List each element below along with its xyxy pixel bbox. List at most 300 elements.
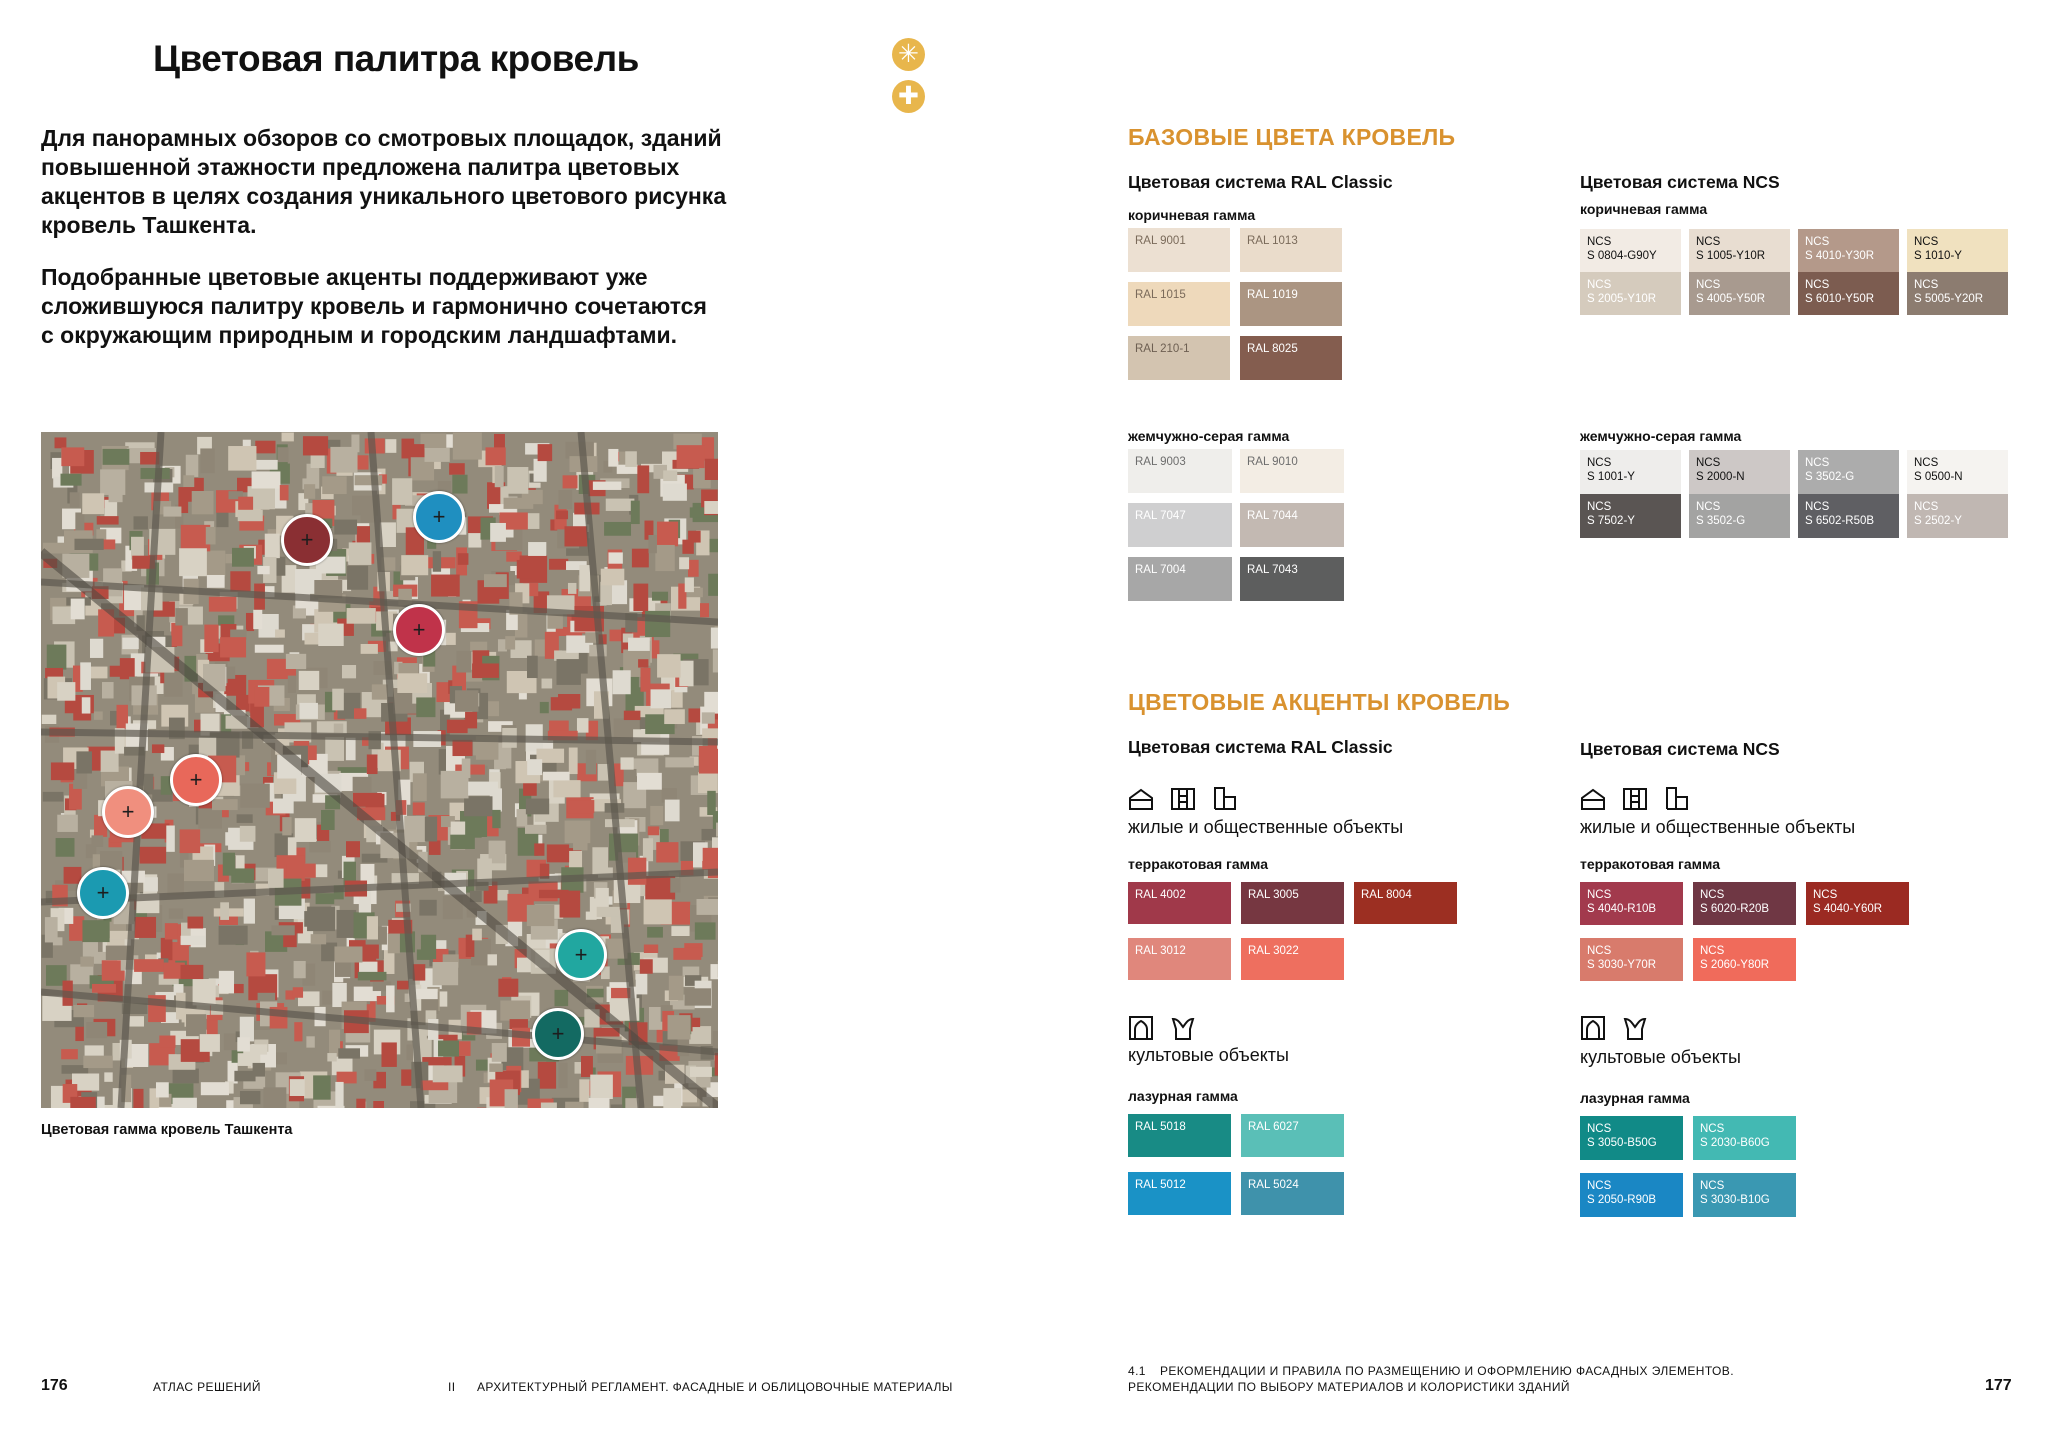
rooftop (97, 516, 119, 524)
rooftop (254, 687, 269, 707)
rooftop (92, 984, 116, 993)
rooftop (447, 720, 468, 733)
rooftop (356, 526, 370, 543)
rooftop (527, 759, 542, 775)
ncs-azure-swatch: NCS S 3030-B10G (1693, 1173, 1796, 1217)
rooftop (135, 917, 156, 938)
rooftop (462, 759, 471, 778)
rooftop (611, 1104, 623, 1108)
rooftop (699, 746, 718, 774)
rooftop (708, 574, 718, 596)
rooftop (569, 748, 578, 775)
rooftop (597, 907, 620, 917)
rooftop (419, 900, 436, 916)
rooftop (568, 583, 576, 594)
rooftop (590, 1075, 613, 1099)
ral-brown-swatch: RAL 1019 (1240, 282, 1342, 326)
rooftop (668, 1015, 691, 1039)
rooftop (640, 668, 650, 692)
rooftop (598, 764, 609, 781)
ncs-terracotta-swatch: NCS S 4040-R10B (1580, 882, 1683, 925)
rooftop (433, 551, 441, 572)
rooftop (354, 708, 366, 719)
rooftop (486, 447, 506, 465)
rooftop (690, 1067, 712, 1077)
rooftop (282, 817, 291, 835)
chapter-title: АРХИТЕКТУРНЫЙ РЕГЛАМЕНТ. ФАСАДНЫЕ И ОБЛИЦОВОЧНЫЕ МАТЕРИАЛЫ (477, 1380, 953, 1394)
rooftop (715, 1053, 718, 1076)
ncs-grey-bottom-swatch: NCS S 3502-G (1689, 494, 1790, 538)
rooftop (547, 844, 569, 862)
rooftop (628, 638, 650, 651)
rooftop (322, 476, 346, 494)
ral-grey-swatch: RAL 7043 (1240, 557, 1344, 601)
rooftop (492, 1043, 507, 1062)
rooftop (538, 1062, 556, 1089)
rooftop (61, 1049, 78, 1059)
tower-icon (1212, 785, 1238, 811)
ncs-brown-top-swatch: NCS S 1010-Y (1907, 229, 2008, 272)
ral-brown-swatch: RAL 9001 (1128, 228, 1230, 272)
base-colors-heading: БАЗОВЫЕ ЦВЕТА КРОВЕЛЬ (1128, 124, 1456, 150)
rooftop (219, 971, 234, 994)
rooftop (656, 842, 678, 862)
rooftop (624, 711, 641, 720)
ncs-grey-bottom-swatch: NCS S 7502-Y (1580, 494, 1681, 538)
rooftop (240, 1091, 260, 1104)
rooftop (450, 835, 475, 849)
rooftop (294, 1022, 302, 1041)
rooftop (330, 447, 357, 473)
rooftop (655, 545, 674, 571)
ncs-grey-bottom-swatch: NCS S 2502-Y (1907, 494, 2008, 538)
rooftop (490, 523, 506, 542)
rooftop (187, 917, 203, 929)
rooftop (413, 802, 425, 815)
rooftop (525, 825, 547, 834)
ral-azure-swatch: RAL 5018 (1128, 1114, 1231, 1157)
rooftop (102, 682, 114, 698)
rooftop (219, 926, 248, 945)
rooftop (82, 493, 104, 514)
rooftop (90, 639, 103, 658)
ncs-brown-top-swatch: NCS S 0804-G90Y (1580, 229, 1681, 272)
rooftop (70, 1097, 95, 1108)
rooftop (453, 432, 482, 459)
rooftop (338, 1048, 360, 1058)
rooftop (244, 899, 255, 924)
left-page-number: 176 (41, 1377, 68, 1394)
rooftop (581, 1056, 593, 1077)
rooftop (416, 989, 438, 999)
rooftop (164, 671, 182, 697)
rooftop (287, 864, 316, 878)
rooftop (192, 491, 214, 514)
accent-ncs-azure-label: лазурная гамма (1580, 1090, 1690, 1106)
rooftop (186, 455, 199, 477)
rooftop (144, 774, 154, 795)
rooftop (273, 799, 294, 814)
rooftop (593, 482, 621, 490)
rooftop (425, 448, 450, 462)
rooftop (613, 670, 631, 694)
apartment-icon (1170, 785, 1196, 811)
base-ncs-brown-label: коричневая гамма (1580, 201, 1708, 217)
color-marker: + (555, 929, 607, 981)
rooftop (397, 673, 427, 693)
ral-brown-swatch: RAL 1015 (1128, 282, 1230, 326)
ncs-grey-top-swatch: NCS S 0500-N (1907, 450, 2008, 494)
ral-grey-swatch: RAL 7047 (1128, 503, 1232, 547)
rooftop (542, 679, 553, 689)
rooftop (212, 799, 238, 810)
rooftop (711, 628, 718, 649)
rooftop (526, 799, 549, 815)
rooftop (103, 449, 130, 465)
rooftop (567, 800, 594, 813)
rooftop (452, 475, 467, 494)
rooftop (253, 1063, 265, 1077)
house-icon (1580, 785, 1606, 811)
rooftop (335, 962, 351, 976)
rooftop (277, 447, 288, 462)
rooftop (504, 498, 534, 509)
rooftop (413, 773, 427, 801)
rooftop (559, 490, 573, 509)
rooftop (42, 715, 57, 724)
rooftop (334, 946, 362, 962)
rooftop (606, 499, 635, 511)
base-ral-title: Цветовая система RAL Classic (1128, 172, 1393, 192)
rooftop (663, 1088, 681, 1108)
rooftop (173, 1069, 199, 1084)
accent-colors-heading: ЦВЕТОВЫЕ АКЦЕНТЫ КРОВЕЛЬ (1128, 689, 1511, 715)
rooftop (388, 933, 400, 953)
rooftop (696, 899, 718, 915)
rooftop (181, 936, 206, 945)
rooftop (237, 814, 253, 823)
rooftop (505, 1089, 518, 1108)
rooftop (556, 510, 568, 519)
rooftop (367, 754, 378, 774)
rooftop (198, 808, 222, 828)
rooftop (472, 929, 482, 941)
rooftop (498, 979, 518, 997)
rooftop (163, 507, 181, 517)
rooftop (702, 712, 715, 723)
rooftop (134, 516, 148, 529)
rooftop (698, 772, 718, 793)
ral-azure-swatch: RAL 5024 (1241, 1172, 1344, 1215)
rooftop (159, 1036, 175, 1048)
ncs-brown-top-swatch: NCS S 4010-Y30R (1798, 229, 1899, 272)
rooftop (669, 976, 684, 1001)
rooftop (492, 810, 500, 828)
rooftop (563, 475, 578, 488)
rooftop (577, 718, 589, 733)
rooftop (201, 1082, 229, 1095)
rooftop (367, 916, 378, 939)
rooftop (86, 1022, 107, 1038)
rooftop (246, 613, 254, 631)
rooftop (704, 501, 718, 514)
rooftop (321, 810, 335, 830)
rooftop (682, 540, 693, 554)
accent-ral-terracotta-label: терракотовая гамма (1128, 856, 1268, 872)
rooftop (263, 1087, 286, 1108)
rooftop (304, 484, 315, 499)
ral-grey-swatch: RAL 7004 (1128, 557, 1232, 601)
rooftop (257, 566, 269, 574)
rooftop (372, 684, 388, 699)
rooftop (75, 1027, 84, 1041)
rooftop (356, 1099, 365, 1108)
rooftop (449, 463, 465, 475)
ral-terracotta-swatch: RAL 4002 (1128, 882, 1231, 924)
accent-ncs-cult-label: культовые объекты (1580, 1047, 1741, 1067)
house-icon (1128, 785, 1154, 811)
rooftop (636, 974, 648, 994)
rooftop (169, 908, 183, 918)
ncs-grey-top-swatch: NCS S 2000-N (1689, 450, 1790, 494)
rooftop (349, 542, 372, 565)
rooftop (337, 910, 357, 938)
rooftop (238, 510, 263, 521)
rooftop (416, 697, 435, 717)
rooftop (167, 874, 183, 896)
rooftop (337, 1072, 357, 1084)
rooftop (255, 645, 284, 653)
ncs-terracotta-swatch: NCS S 2060-Y80R (1693, 938, 1796, 981)
rooftop (373, 1101, 384, 1108)
rooftop (517, 809, 528, 827)
ral-grey-swatch: RAL 9010 (1240, 449, 1344, 493)
rooftop (166, 825, 175, 851)
rooftop (288, 676, 296, 693)
rooftop (92, 835, 104, 847)
rooftop (60, 474, 81, 486)
rooftop (316, 893, 335, 904)
rooftop (685, 577, 694, 592)
rooftop (144, 877, 158, 891)
rooftop (386, 985, 395, 1012)
rooftop (647, 927, 663, 938)
rooftop (713, 649, 718, 672)
rooftop (47, 645, 67, 670)
rooftop (710, 964, 718, 979)
rooftop (663, 470, 677, 481)
palette-paragraph: Подобранные цветовые акценты поддерживают уже сложившуюся палитру кровель и гармонично сочетаются с окружающим природным и городским ландшафтами. (41, 264, 707, 348)
rooftop (500, 1000, 530, 1020)
rooftop (220, 637, 246, 657)
rooftop (76, 751, 92, 773)
color-marker: + (281, 514, 333, 566)
color-marker: + (413, 491, 465, 543)
rooftop (180, 829, 201, 853)
ncs-azure-swatch: NCS S 2050-R90B (1580, 1173, 1683, 1217)
rooftop (608, 449, 618, 467)
rooftop (209, 597, 237, 612)
rooftop (473, 741, 484, 756)
rooftop (342, 665, 356, 678)
ncs-brown-bottom-swatch: NCS S 5005-Y20R (1907, 272, 2008, 315)
rooftop (505, 636, 515, 649)
rooftop (240, 784, 269, 808)
rooftop (358, 972, 387, 981)
rooftop (83, 1056, 112, 1068)
rooftop (134, 959, 164, 972)
rooftop (648, 826, 659, 835)
rooftop (318, 624, 343, 646)
rooftop (171, 623, 182, 646)
rooftop (246, 952, 265, 976)
ncs-brown-bottom-swatch: NCS S 4005-Y50R (1689, 272, 1790, 315)
rooftop (204, 625, 218, 653)
rooftop (700, 603, 709, 617)
rooftop (553, 780, 580, 797)
rooftop (364, 1069, 376, 1081)
rooftop (252, 471, 281, 488)
rooftop (543, 772, 570, 781)
rooftop (80, 662, 91, 690)
color-marker: + (170, 754, 222, 806)
rooftop (220, 902, 229, 920)
rooftop (334, 724, 343, 734)
ral-terracotta-swatch: RAL 3005 (1241, 882, 1344, 924)
ral-brown-swatch: RAL 1013 (1240, 228, 1342, 272)
rooftop (253, 610, 262, 629)
rooftop (472, 663, 499, 677)
rooftop (551, 697, 572, 710)
rooftop (309, 841, 330, 852)
rooftop (206, 527, 216, 545)
rooftop (230, 571, 250, 591)
rooftop (392, 478, 412, 505)
rooftop (294, 961, 306, 978)
rooftop (347, 566, 368, 590)
ral-brown-swatch: RAL 8025 (1240, 336, 1342, 380)
rooftop (651, 689, 672, 708)
rooftop (589, 1098, 610, 1108)
rooftop (381, 1042, 396, 1066)
accent-ncs-terracotta-label: терракотовая гамма (1580, 856, 1720, 872)
rooftop (631, 501, 640, 524)
rooftop (133, 1089, 143, 1108)
rooftop (313, 1075, 331, 1099)
rooftop (129, 1016, 144, 1026)
rooftop (707, 791, 715, 815)
rooftop (573, 836, 587, 850)
rooftop (275, 629, 285, 637)
rooftop (679, 557, 689, 569)
rooftop (181, 965, 204, 979)
rooftop (644, 899, 672, 924)
rooftop (228, 446, 256, 471)
rooftop (109, 485, 123, 502)
rooftop (431, 575, 460, 597)
accent-ral-title: Цветовая система RAL Classic (1128, 737, 1393, 757)
rooftop (677, 445, 705, 468)
rooftop (140, 847, 167, 864)
rooftop (527, 905, 554, 926)
rooftop (165, 923, 178, 939)
rooftop (650, 806, 663, 825)
rooftop (101, 751, 119, 772)
rooftop (702, 728, 718, 738)
mosque-icon (1128, 1015, 1154, 1041)
rooftop (671, 926, 689, 936)
aerial-map (41, 432, 718, 1108)
color-marker: + (532, 1008, 584, 1060)
atlas-title: АТЛАС РЕШЕНИЙ (153, 1380, 261, 1394)
rooftop (71, 599, 85, 620)
ral-grey-swatch: RAL 9003 (1128, 449, 1232, 493)
ral-azure-swatch: RAL 5012 (1128, 1172, 1231, 1215)
rooftop (690, 507, 704, 517)
rooftop (82, 697, 91, 713)
rooftop (671, 690, 683, 708)
accent-ral-azure-label: лазурная гамма (1128, 1088, 1238, 1104)
rooftop (644, 945, 658, 953)
rooftop (716, 823, 718, 837)
sun-icon: ✳ (892, 38, 925, 71)
rooftop (282, 433, 294, 442)
rooftop (179, 548, 207, 576)
base-ncs-grey-label: жемчужно-серая гамма (1580, 428, 1742, 444)
rooftop (488, 954, 497, 965)
flower-icon: ✚ (892, 80, 925, 113)
rooftop (608, 552, 622, 563)
rooftop (657, 654, 681, 677)
rooftop (664, 709, 685, 724)
rooftop (207, 575, 225, 588)
rooftop (652, 592, 668, 601)
rooftop (57, 815, 78, 832)
rooftop (304, 911, 320, 927)
ncs-terracotta-swatch: NCS S 4040-Y60R (1806, 882, 1909, 925)
rooftop (346, 841, 360, 857)
rooftop (705, 459, 718, 480)
rooftop (681, 1106, 710, 1108)
rooftop (51, 762, 74, 780)
rooftop (80, 957, 94, 967)
rooftop (468, 532, 481, 547)
rooftop (665, 757, 694, 767)
rooftop (695, 922, 716, 939)
rooftop (186, 1014, 206, 1036)
ncs-grey-top-swatch: NCS S 1001-Y (1580, 450, 1681, 494)
rooftop (638, 659, 648, 667)
rooftop (299, 671, 319, 690)
rooftop (161, 938, 173, 960)
rooftop (56, 838, 75, 857)
rooftop (625, 451, 637, 467)
ncs-brown-top-swatch: NCS S 1005-Y10R (1689, 229, 1790, 272)
ral-grey-swatch: RAL 7044 (1240, 503, 1344, 547)
rooftop (688, 560, 699, 577)
rooftop (484, 574, 507, 587)
ral-brown-swatch: RAL 210-1 (1128, 336, 1230, 380)
rooftop (558, 1063, 567, 1088)
color-marker: + (393, 604, 445, 656)
rooftop (632, 549, 649, 568)
rooftop (665, 800, 680, 822)
rooftop (152, 744, 164, 753)
rooftop (327, 1053, 336, 1061)
rooftop (385, 439, 396, 453)
rooftop (527, 656, 538, 678)
rooftop (361, 511, 376, 522)
